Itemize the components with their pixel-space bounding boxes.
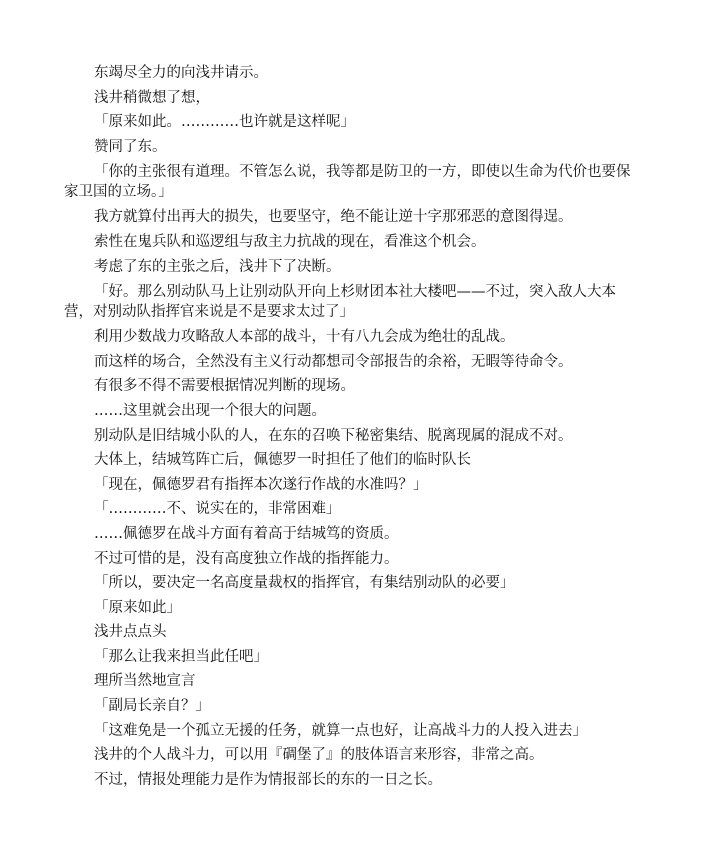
paragraph: 考虑了东的主张之后，浅井下了决断。 <box>94 258 341 275</box>
paragraph: 「副局长亲自？」 <box>94 698 210 715</box>
paragraph: 东竭尽全力的向浅井请示。 <box>94 65 268 81</box>
paragraph: 「那么让我来担当此任吧」 <box>94 648 268 665</box>
paragraph: 浅井点点头 <box>94 624 167 641</box>
paragraph: 「你的主张很有道理。不管怎么说，我等都是防卫的一方，即使以生命为代价也要保家卫国的立场。」 <box>64 164 631 201</box>
paragraph: 浅井稍微想了想， <box>94 89 210 106</box>
paragraph: 浅井的个人战斗力，可以用『碉堡了』的肢体语言来形容，非常之高。 <box>94 747 544 764</box>
paragraph: 「现在，佩德罗君有指挥本次遂行作战的水准吗？」 <box>94 476 428 493</box>
paragraph: 「所以，要决定一名高度量裁权的指挥官，有集结别动队的必要」 <box>94 575 515 592</box>
paragraph: 我方就算付出再大的损失，也要坚守，绝不能让逆十字那邪恶的意图得逞。 <box>94 209 573 226</box>
document-body <box>64 61 644 792</box>
paragraph: 「…………不、说实在的，非常困难」 <box>94 501 341 518</box>
paragraph: 理所当然地宣言 <box>94 673 196 690</box>
paragraph: 「这难免是一个孤立无援的任务，就算一点也好，让高战斗力的人投入进去」 <box>94 722 587 739</box>
paragraph: 赞同了东。 <box>94 138 167 155</box>
paragraph: 别动队是旧结城小队的人，在东的召唤下秘密集结、脱离现属的混成不对。 <box>94 427 573 444</box>
paragraph: 「原来如此。…………也许就是这样呢」 <box>94 114 355 131</box>
paragraph: 有很多不得不需要根据情况判断的现场。 <box>94 378 355 395</box>
paragraph: ……佩德罗在战斗方面有着高于结城笃的资质。 <box>94 525 399 542</box>
paragraph: 大体上，结城笃阵亡后，佩德罗一时担任了他们的临时队长 <box>94 452 471 469</box>
paragraph: 「原来如此」 <box>94 599 181 616</box>
paragraph: 利用少数战力攻略敌人本部的战斗，十有八九会成为绝壮的乱战。 <box>94 329 515 346</box>
paragraph: 不过可惜的是，没有高度独立作战的指挥能力。 <box>94 550 399 567</box>
paragraph: 索性在鬼兵队和巡逻组与敌主力抗战的现在，看准这个机会。 <box>94 233 486 250</box>
paragraph: 而这样的场合，全然没有主义行动都想司令部报告的余裕，无暇等待命令。 <box>94 353 573 370</box>
paragraph: ……这里就会出现一个很大的问题。 <box>94 402 326 419</box>
paragraph: 不过，情报处理能力是作为情报部长的东的一日之长。 <box>94 771 442 788</box>
paragraph: 「好。那么别动队马上让别动队开向上杉财团本社大楼吧——不过，突入敌人大本营，对别动队指挥官来说是不是要求太过了」 <box>64 284 616 321</box>
